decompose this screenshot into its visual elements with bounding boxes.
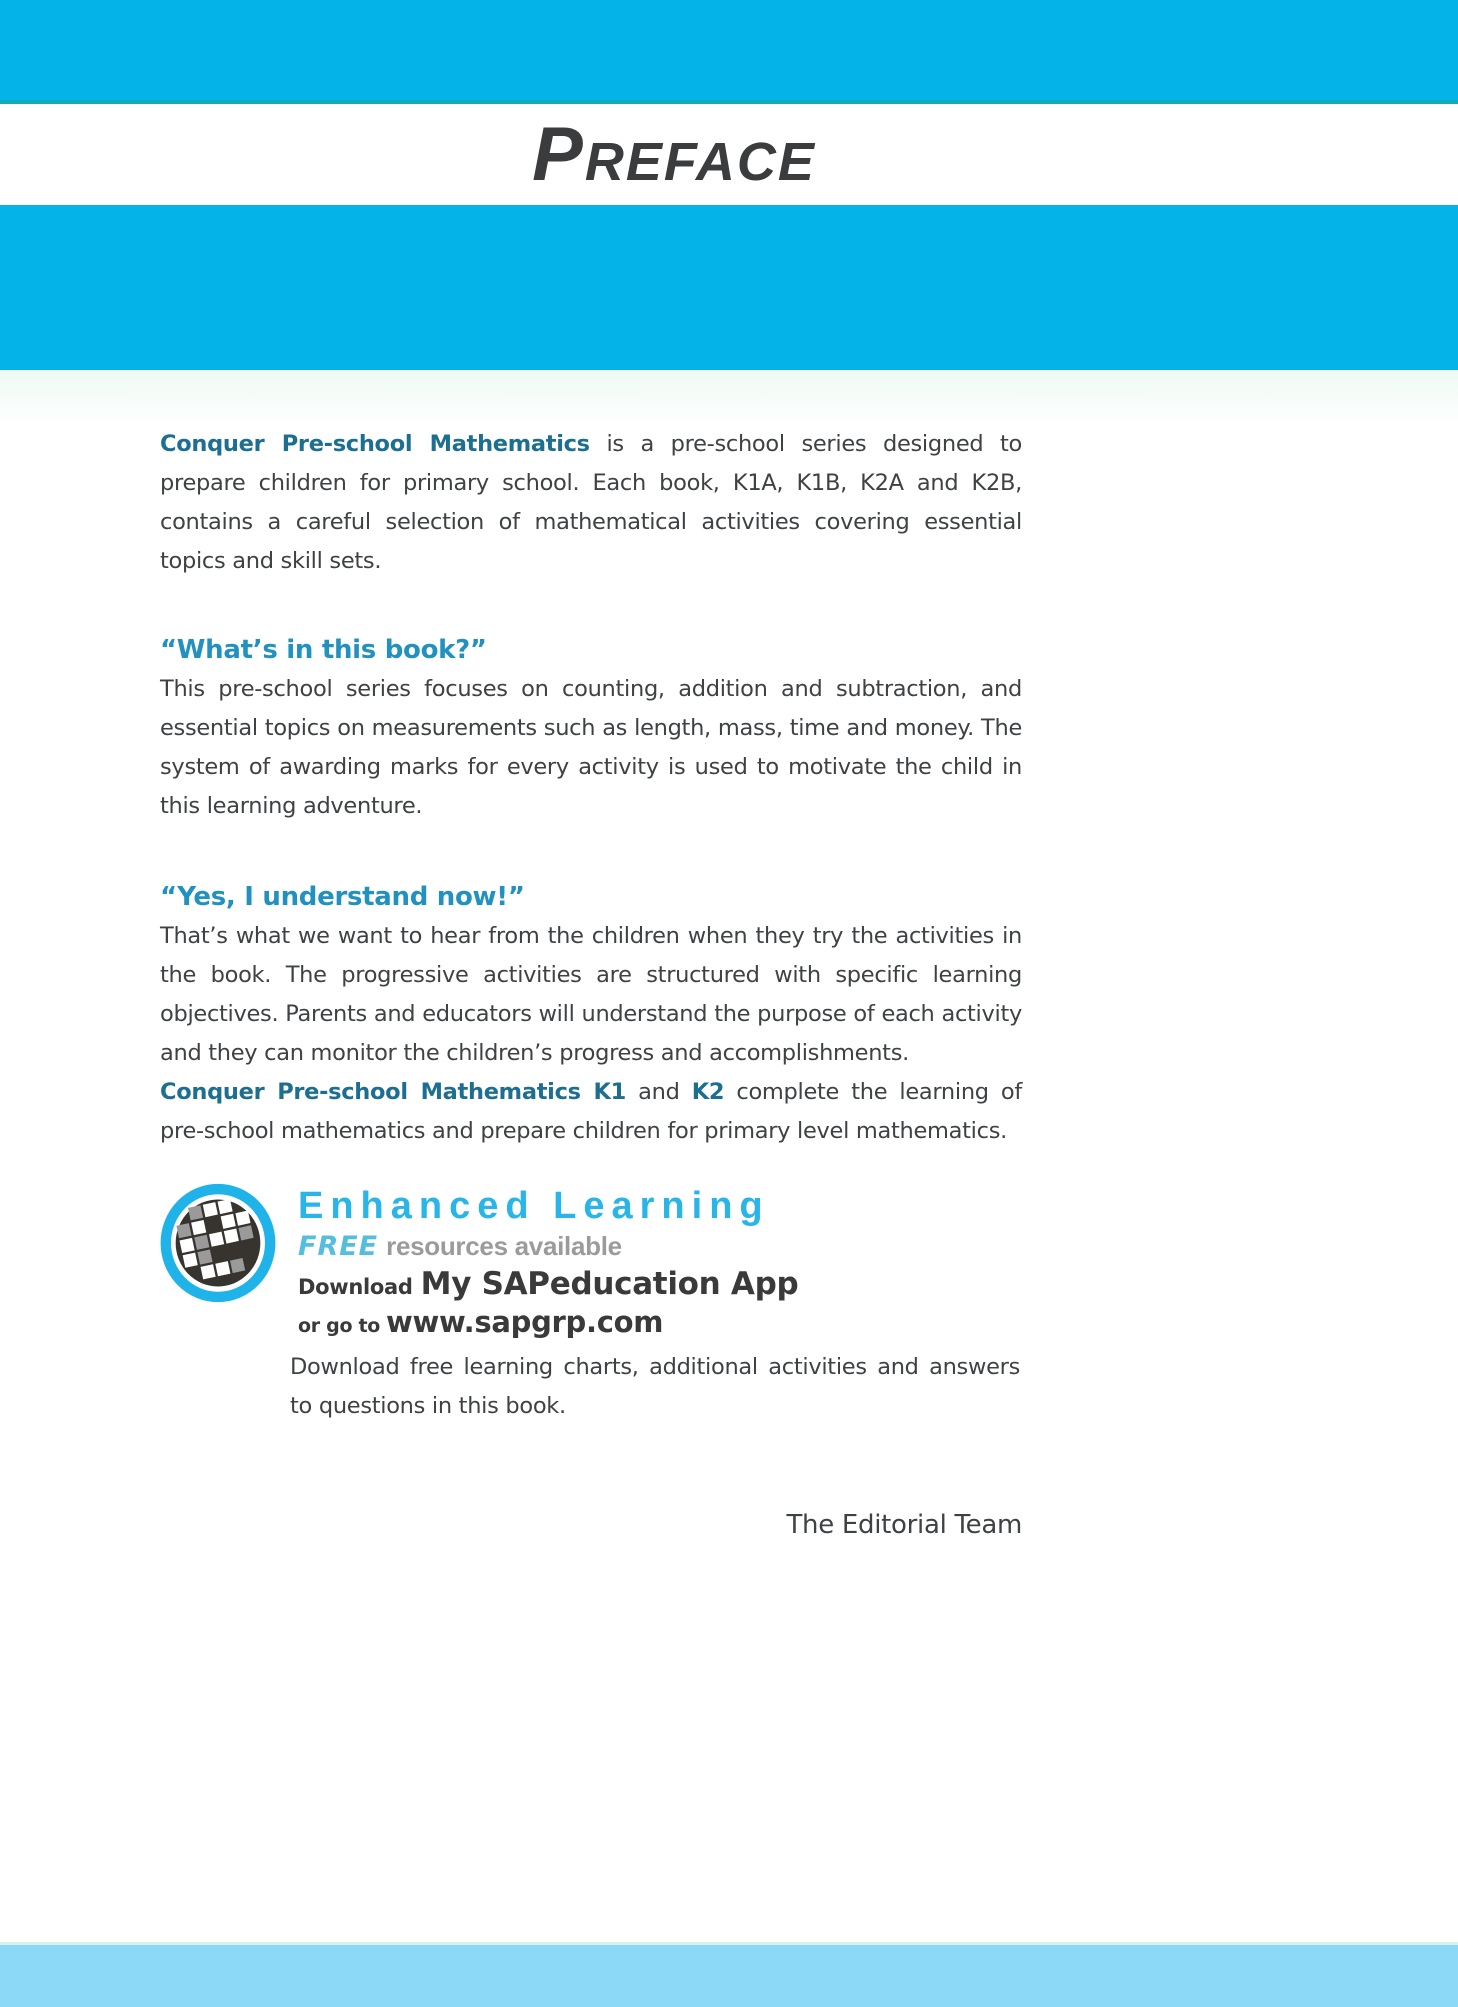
section-heading-yes-i-understand: “Yes, I understand now!”: [160, 882, 525, 912]
closing-text: complete the learning of pre-school mathematics and prepare children for primary level mathematics.: [160, 1079, 1023, 1144]
section-heading-whats-in-this-book: “What’s in this book?”: [160, 635, 487, 665]
closing-book-title-k2: K2: [691, 1079, 725, 1105]
book-title-text: Conquer Pre-school Mathematics: [160, 431, 590, 457]
editorial-team-signoff: The Editorial Team: [786, 1510, 1022, 1540]
or-go-to-label: or go to: [298, 1315, 381, 1337]
top-cyan-band: [0, 0, 1458, 104]
enhanced-learning-title: Enhanced Learning: [298, 1185, 770, 1227]
page-title-initial: P: [532, 111, 585, 197]
intro-text: is a pre-school series designed to prepare children for primary school. Each book, K1A, K1B, K2A and K2B, contains a careful selection of mathematical activities covering essential topics and skill sets.: [160, 431, 1022, 574]
download-app-line: [298, 1265, 798, 1306]
section-paragraph-yes-i-understand: That’s what we want to hear from the children when they try the activities in the book. The progressive activities are structured with specific learning objectives. Parents and educators will understand the purpose of each activity and they can monitor the children’s progress and accomplishments.: [160, 923, 1022, 1066]
closing-mid: and: [626, 1079, 692, 1105]
url-line: [298, 1306, 798, 1342]
closing-book-title-k1: Conquer Pre-school Mathematics K1: [160, 1079, 627, 1105]
bottom-light-blue-band: [0, 1942, 1458, 2007]
intro-paragraph: [160, 370, 1022, 581]
download-note-paragraph: Download free learning charts, additional activities and answers to questions in this book.: [290, 1354, 1020, 1419]
enhanced-learning-block: [160, 1181, 1022, 1342]
free-resources-line: [298, 1229, 798, 1265]
title-band: [0, 104, 1458, 205]
section-paragraph-whats-in-this-book: This pre-school series focuses on counting, addition and subtraction, and essential topics on measurements such as length, mass, time and money. The system of awarding marks for every activity is used to motivate the child in this learning adventure.: [160, 676, 1022, 819]
second-cyan-band: [0, 205, 1458, 370]
download-label: Download: [298, 1275, 413, 1299]
url-text: www.sapgrp.com: [386, 1305, 664, 1339]
free-label: FREE: [298, 1231, 379, 1262]
page-title-rest: REFACE: [584, 131, 816, 192]
closing-paragraph: [160, 1073, 1022, 1151]
sap-e-mosaic-icon: [160, 1181, 276, 1305]
enhanced-learning-text: [298, 1181, 798, 1342]
content-column: [160, 370, 1022, 1545]
resources-available-label: resources available: [386, 1231, 622, 1261]
page-title: [532, 111, 816, 197]
app-name: My SAPeducation App: [420, 1266, 799, 1302]
